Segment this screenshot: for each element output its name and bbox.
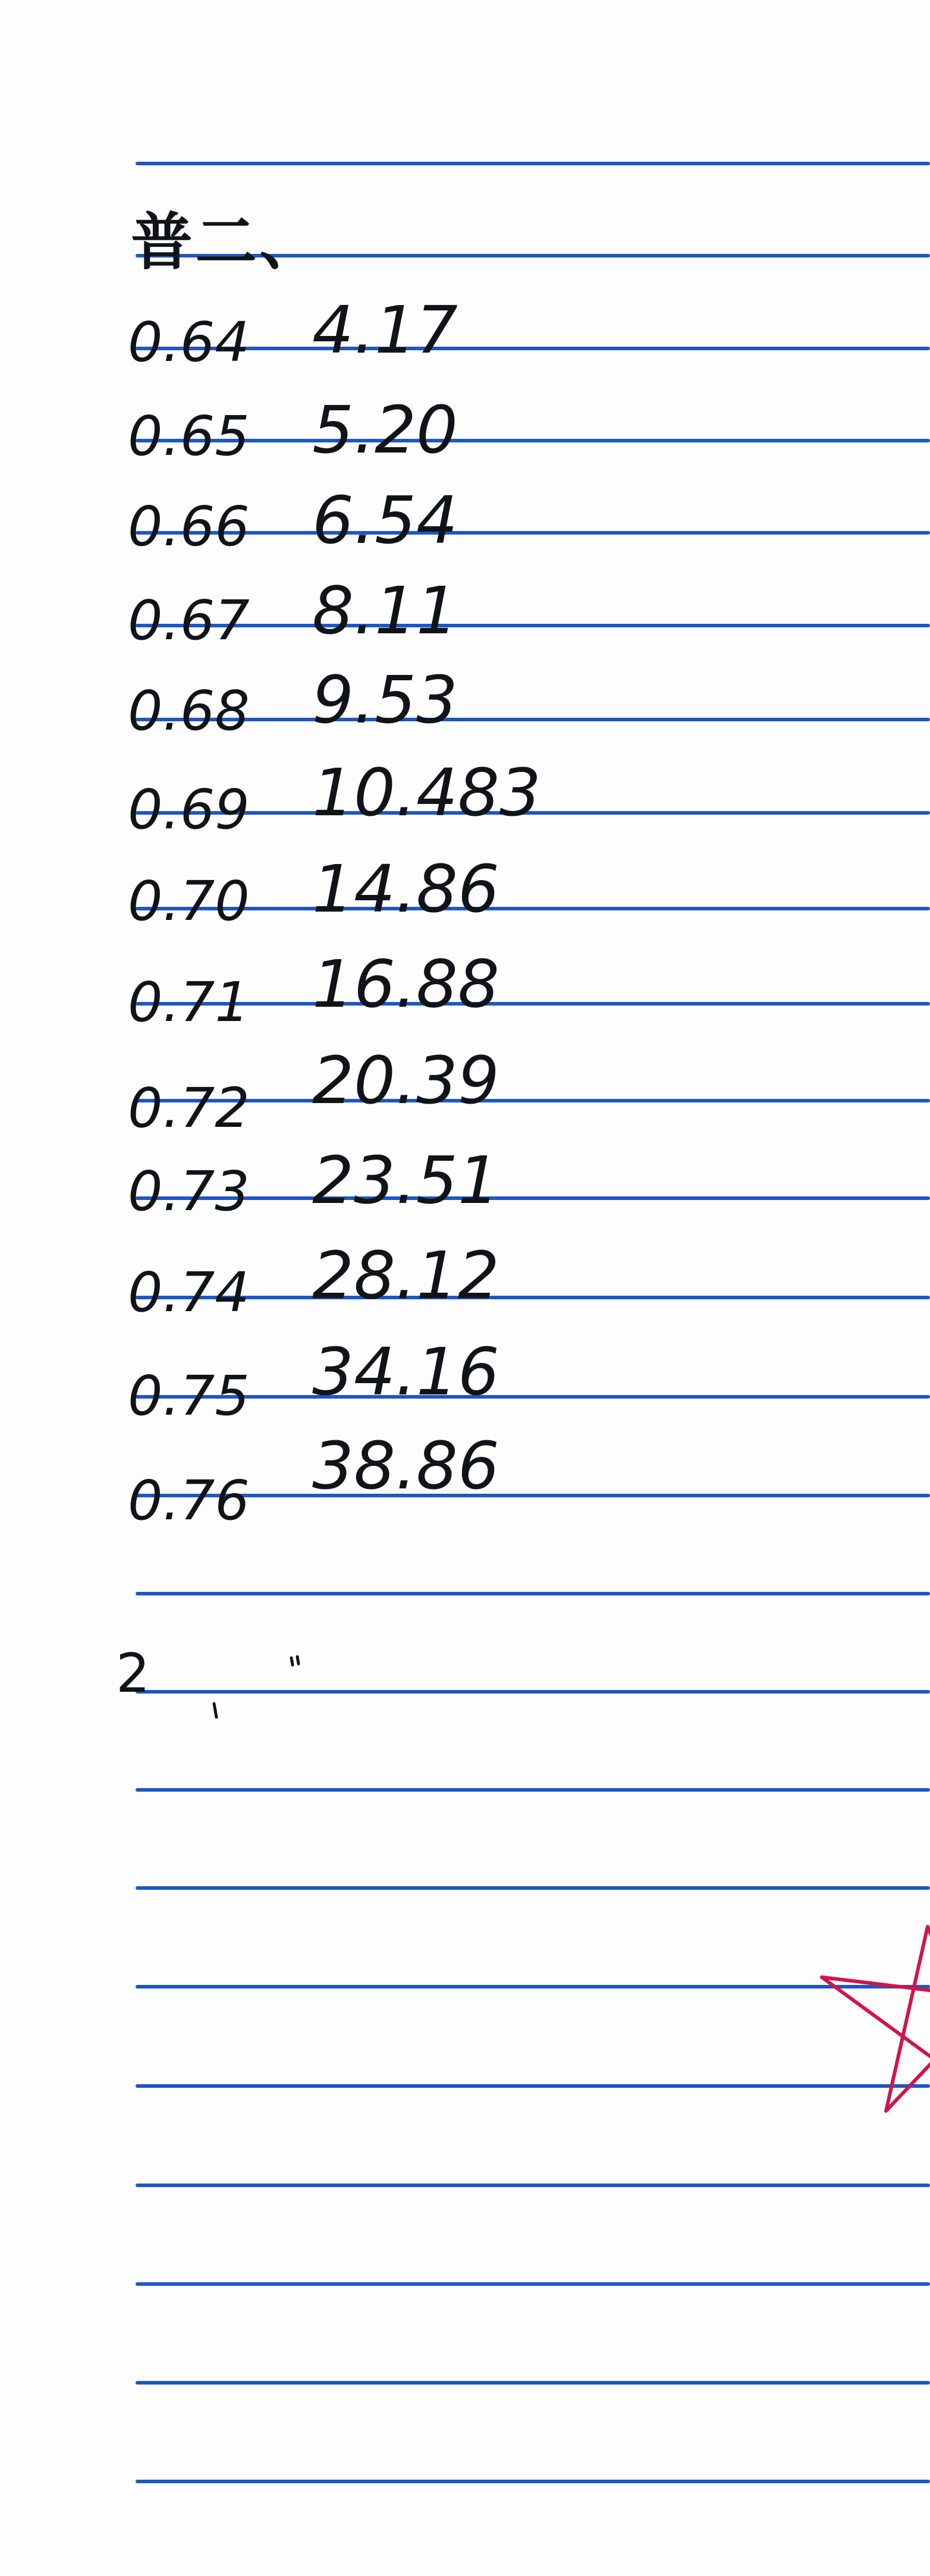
star-icon (815, 1915, 930, 2141)
ruled-line (136, 347, 930, 350)
x-value: 0.76 (128, 1469, 250, 1532)
x-value: 0.68 (128, 679, 250, 743)
x-value: 0.69 (128, 778, 250, 841)
ruled-line (136, 1196, 930, 1200)
y-value: 6.54 (312, 482, 458, 558)
x-value: 0.73 (128, 1160, 250, 1223)
y-value: 38.86 (312, 1428, 499, 1504)
ruled-line (136, 1395, 930, 1399)
ruled-line (136, 439, 930, 442)
x-value: 0.66 (128, 495, 250, 558)
ruled-line (136, 624, 930, 627)
ruled-line (136, 1002, 930, 1006)
ruled-line (136, 2381, 930, 2385)
ruled-line (136, 1886, 930, 1890)
y-value: 9.53 (312, 662, 458, 738)
section-heading: 普二、 (131, 206, 324, 278)
y-value: 10.483 (312, 755, 541, 831)
y-value: 4.17 (312, 292, 458, 368)
ruled-line (136, 531, 930, 535)
ruled-line (136, 718, 930, 721)
ruled-line (136, 1985, 930, 1988)
ruled-line (136, 2184, 930, 2187)
ruled-line (136, 2282, 930, 2286)
y-value: 28.12 (312, 1237, 499, 1314)
ruled-line (136, 1494, 930, 1497)
ruled-line (136, 2480, 930, 2483)
ruled-line (136, 162, 930, 165)
x-value: 0.75 (128, 1364, 250, 1428)
y-value: 5.20 (312, 392, 458, 468)
x-value: 0.71 (128, 970, 250, 1034)
ruled-line (136, 907, 930, 910)
red-star-mark (815, 1915, 930, 2141)
y-value: 20.39 (312, 1042, 499, 1119)
y-value: 8.11 (312, 573, 458, 649)
y-value: 14.86 (312, 851, 499, 927)
x-value: 0.74 (128, 1261, 250, 1324)
x-value: 0.70 (128, 869, 250, 933)
x-value: 0.65 (128, 404, 250, 468)
x-value: 0.67 (128, 589, 250, 652)
ruled-line (136, 1099, 930, 1102)
ruled-line (136, 1592, 930, 1595)
ruled-line (136, 1788, 930, 1792)
ruled-line (136, 2084, 930, 2088)
y-value: 16.88 (312, 946, 499, 1022)
stray-ink-marks (202, 1647, 309, 1719)
ruled-line (136, 1296, 930, 1299)
y-value: 34.16 (312, 1334, 499, 1410)
y-value: 23.51 (312, 1142, 499, 1218)
x-value: 0.72 (128, 1076, 250, 1140)
x-value: 0.64 (128, 310, 250, 374)
section-number: 2 (116, 1642, 150, 1705)
